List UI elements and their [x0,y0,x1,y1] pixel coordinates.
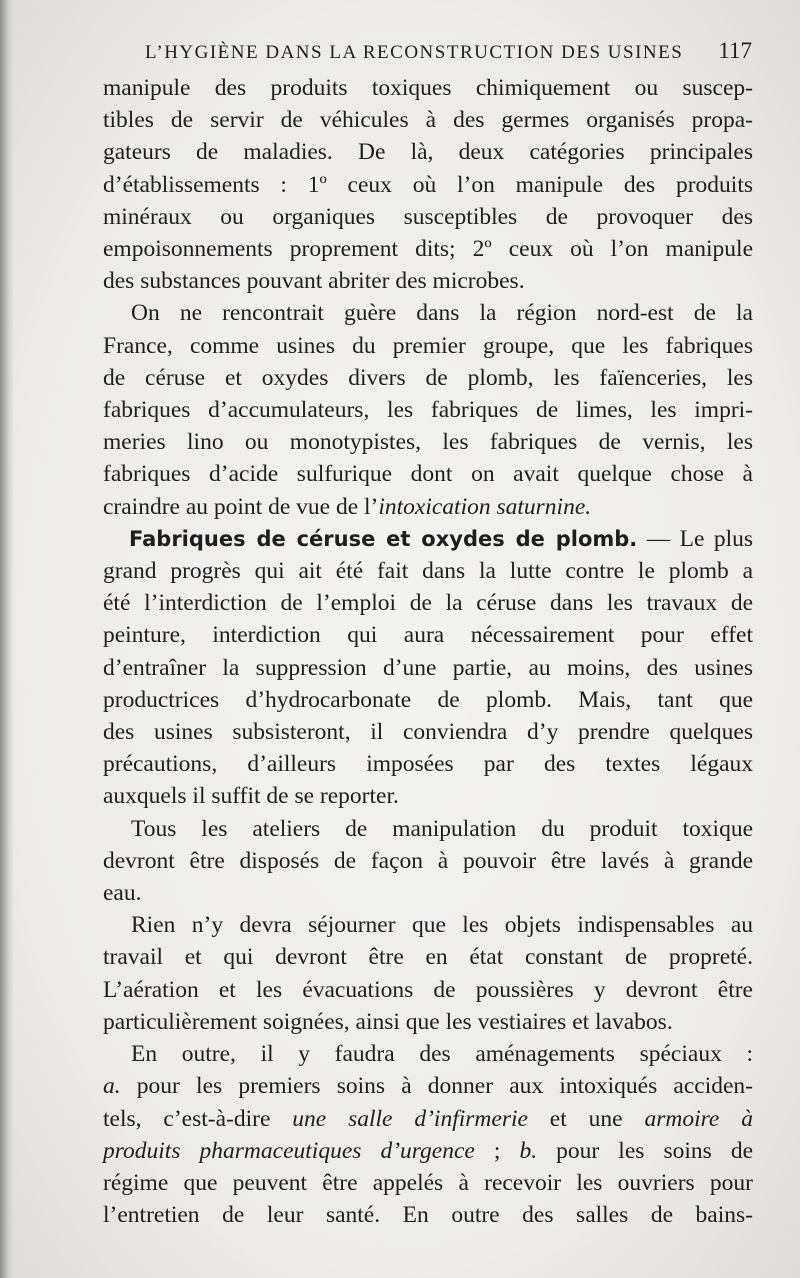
text-line: précautions, d’ailleurs imposées par des textes légaux [103,751,753,778]
text-line: l’entretien de leur santé. En outre des salles de bains- [103,1202,753,1229]
text-line: Rien n’y devra séjourner que les objets indispensables au [131,912,753,939]
text-line: minéraux ou organiques susceptibles de provoquer des [103,203,753,230]
text-line: peinture, interdiction qui aura nécessairement pour effet [103,622,753,649]
italic-run: intoxication saturnine. [378,493,592,520]
text-line: France, comme usines du premier groupe, que les fabriques [103,332,753,359]
text-line [103,523,753,555]
text-line: En outre, il y faudra des aménagements spéciaux : [131,1041,753,1068]
running-title: L’HYGIÈNE DANS LA RECONSTRUCTION DES USINES [145,42,684,63]
italic-run: une salle d’infirmerie [292,1105,528,1132]
text-line: On ne rencontrait guère dans la région nord-est de la [131,300,753,327]
paragraph [103,297,753,522]
text-line [103,491,753,523]
text-line: devront être disposés de façon à pouvoir être lavés à grande [103,847,753,874]
paragraph [103,1038,753,1231]
italic-run: produits pharmaceutiques d’urgence [103,1137,475,1164]
text-line: meries lino ou monotypistes, les fabriques de vernis, les [103,429,753,456]
text-line: travail et qui devront être en état constant de propreté. [103,944,753,971]
text-run: — Le plus [637,525,753,552]
italic-run: a. [103,1073,121,1100]
page-number: 117 [718,38,752,63]
binding-shadow [0,0,14,1278]
paragraph [103,813,753,910]
text-line: auxquels il suffit de se reporter. [103,783,399,810]
text-line: grand progrès qui ait été fait dans la lutte contre le plomb a [103,558,753,585]
text-run: ; [474,1137,520,1164]
text-line: fabriques d’acide sulfurique dont on avait quelque chose à [103,461,753,488]
text-line: des usines subsisteront, il conviendra d’y prendre quelques [103,719,753,746]
italic-run: armoire à [644,1105,753,1132]
text-line [103,1135,753,1167]
text-line: d’établissements : 1º ceux où l’on manipule des produits [103,171,753,198]
text-line: des substances pouvant abriter des microbes. [103,268,525,295]
text-line: eau. [103,880,142,907]
text-run: pour les soins de [537,1137,754,1164]
paragraph [103,523,753,813]
page-body [103,72,753,1231]
text-run: pour les premiers soins à donner aux intoxiqués acciden- [120,1073,753,1100]
text-line [103,1070,753,1102]
text-line: d’entraîner la suppression d’une partie, au moins, des usines [103,654,753,681]
text-line: productrices d’hydrocarbonate de plomb. Mais, tant que [103,686,753,713]
text-line: de céruse et oxydes divers de plomb, les faïenceries, les [103,364,753,391]
text-run: tels, c’est-à-dire [103,1105,293,1132]
text-line: empoisonnements proprement dits; 2º ceux où l’on manipule [103,236,753,263]
text-line: L’aération et les évacuations de poussières y devront être [103,976,753,1003]
text-line: été l’interdiction de l’emploi de la céruse dans les travaux de [103,590,753,617]
text-run: et une [527,1105,645,1132]
text-line: gateurs de maladies. De là, deux catégories principales [103,139,753,166]
text-line: fabriques d’accumulateurs, les fabriques de limes, les impri- [103,397,753,424]
running-header [145,38,752,64]
text-line: Tous les ateliers de manipulation du produit toxique [131,815,753,842]
italic-run: b. [519,1137,538,1164]
section-heading: Fabriques de céruse et oxydes de plomb. [129,526,638,551]
paragraph [103,909,753,1038]
text-line: particulièrement soignées, ainsi que les vestiaires et lavabos. [103,1008,673,1035]
text-line: régime que peuvent être appelés à recevoir les ouvriers pour [103,1169,753,1196]
text-line: tibles de servir de véhicules à des germes organisés propa- [103,107,753,134]
text-run: craindre au point de vue de l’ [103,493,379,520]
text-line [103,1103,753,1135]
text-line: manipule des produits toxiques chimiquement ou suscep- [103,75,753,101]
paragraph [103,72,753,297]
